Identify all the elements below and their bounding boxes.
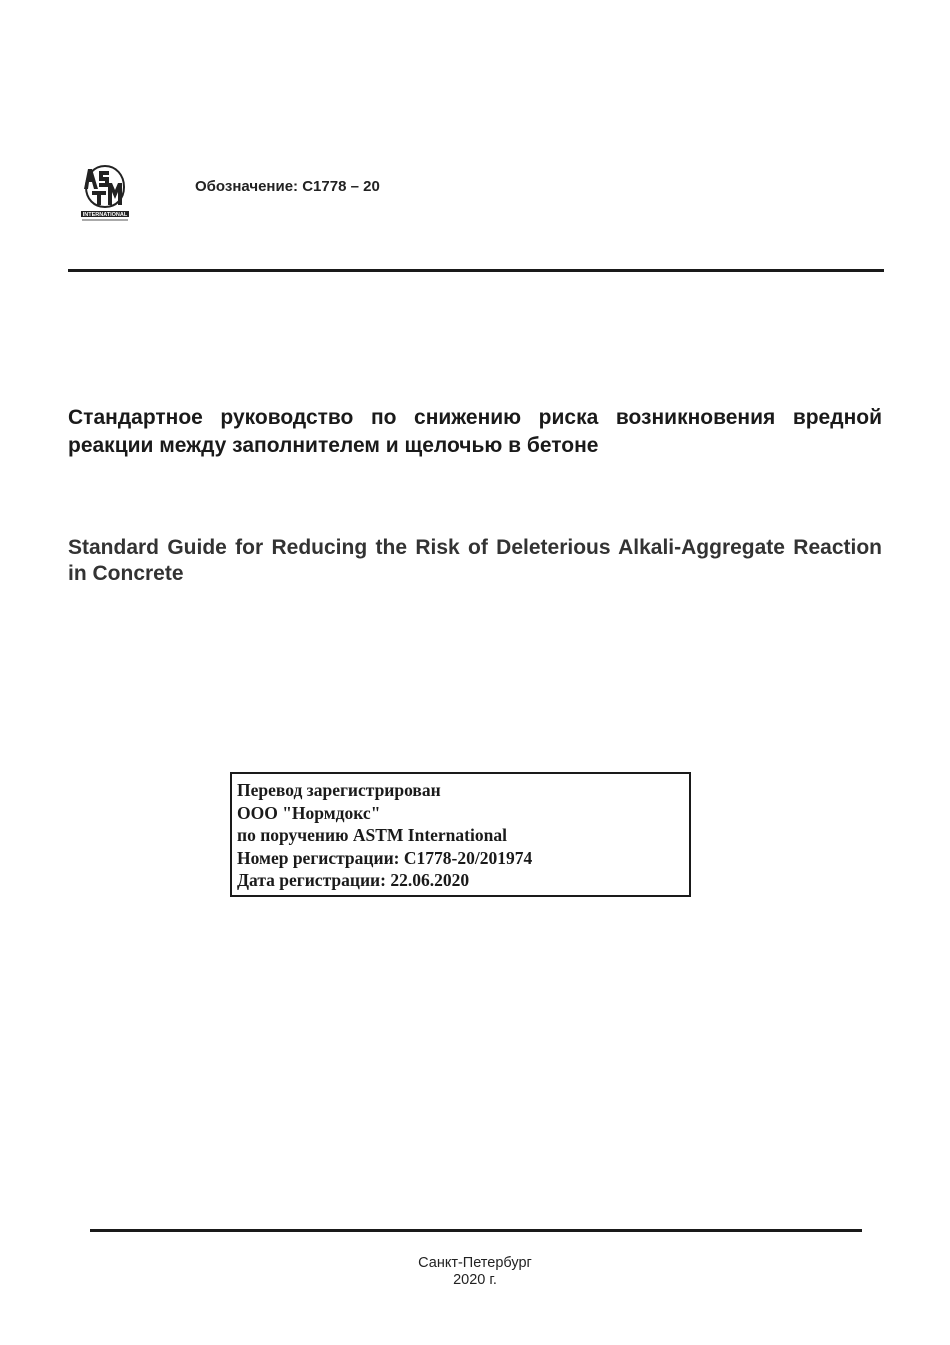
registration-box — [230, 772, 691, 897]
document-designation: Обозначение: C1778 – 20 — [195, 178, 380, 195]
registration-line: ООО "Нормдокс" — [237, 802, 381, 823]
footer-year: 2020 г. — [453, 1272, 497, 1288]
registration-line: по поручению ASTM International — [237, 825, 507, 845]
top-divider — [68, 269, 884, 272]
registration-line: Дата регистрации: 22.06.2020 — [237, 870, 470, 890]
registration-line: Номер регистрации: C1778-20/201974 — [237, 847, 533, 868]
title-english: Standard Guide for Reducing the Risk of Deleterious Alkali-Aggregate Reaction in Concrete — [68, 536, 882, 585]
astm-logo-icon — [78, 163, 132, 223]
footer-city: Санкт-Петербург — [418, 1255, 532, 1271]
bottom-divider — [90, 1229, 862, 1232]
registration-line: Перевод зарегистрирован — [237, 780, 441, 800]
svg-text:INTERNATIONAL: INTERNATIONAL — [82, 212, 128, 218]
title-russian: Стандартное руководство по снижению риска возникновения вредной реакции между заполнителем и щелочью в бетоне — [68, 406, 882, 457]
